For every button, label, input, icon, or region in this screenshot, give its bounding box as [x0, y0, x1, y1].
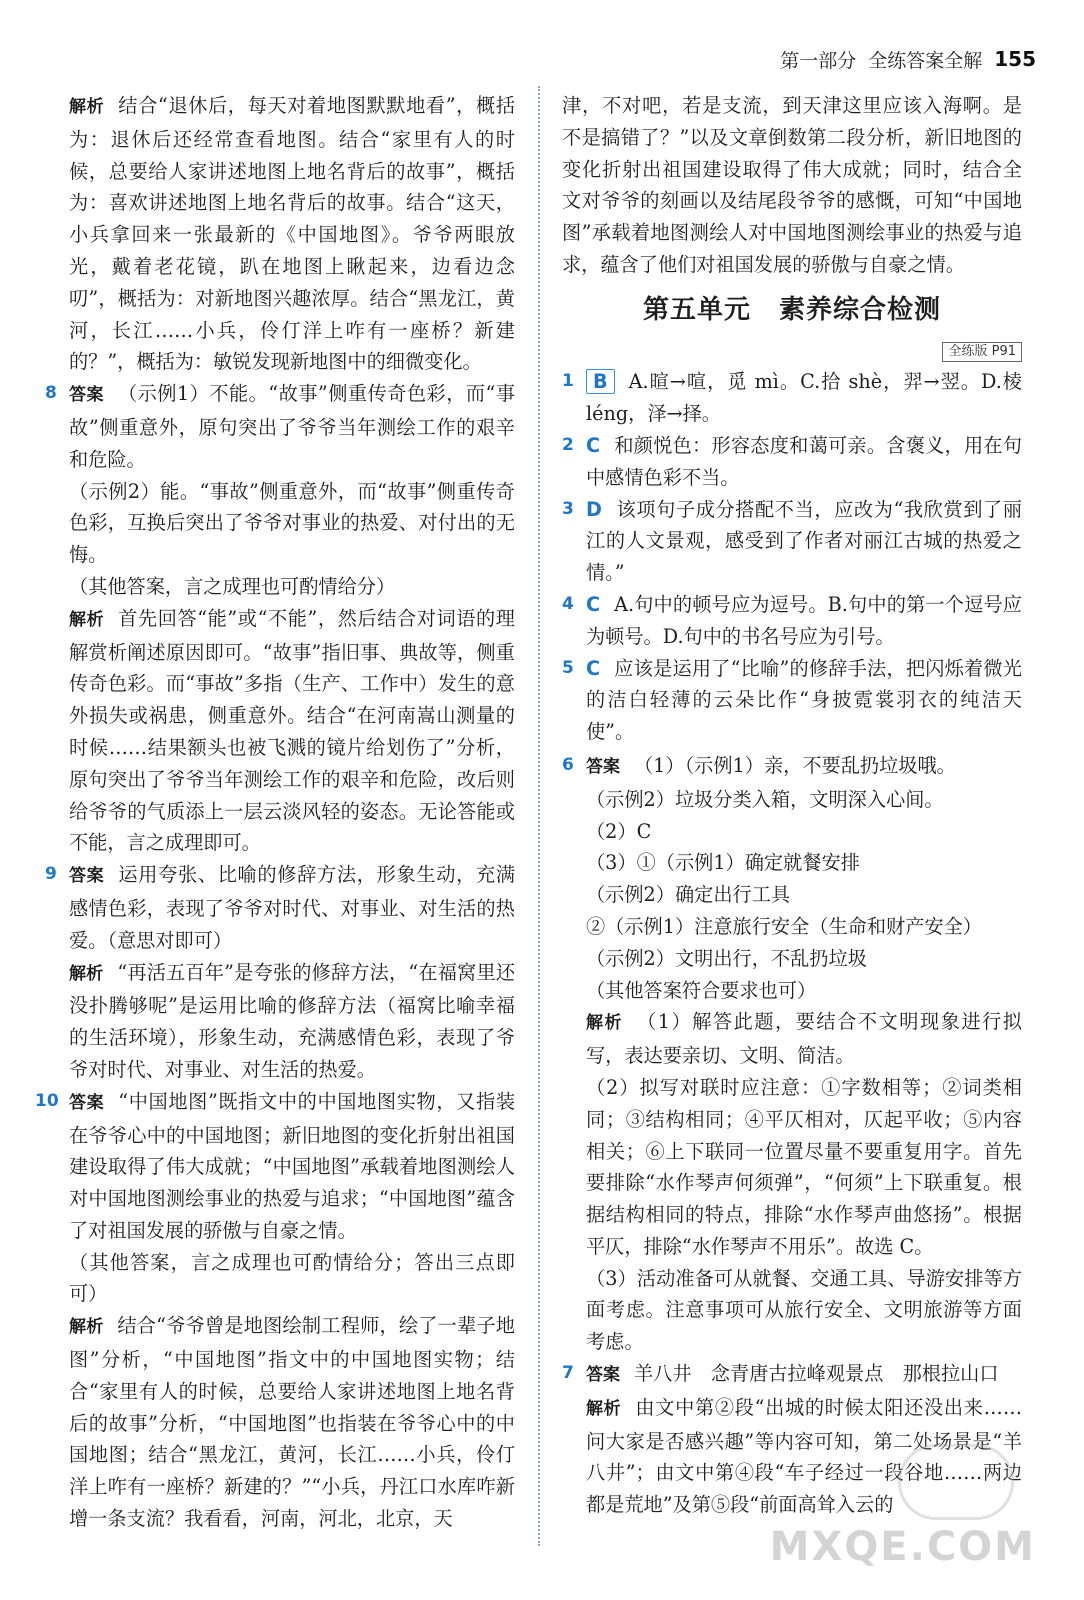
question-number: 3 — [562, 498, 574, 519]
answer-choice: C — [586, 656, 601, 680]
analysis-label: 解析 — [69, 97, 105, 117]
question-9 — [45, 859, 515, 1086]
analysis-label: 解析 — [586, 1013, 624, 1034]
analysis-text: “再活五百年”是夸张的修辞方法，“在福窝里还没扑腾够呢”是运用比喻的修辞方法（福窝比喻幸福的生活环境），形象生动，充满感情色彩，表现了爷爷对时代、对事业、对生活的热爱。 — [69, 960, 516, 1081]
analysis-text: 由文中第②段“出城的时候太阳还没出来……问大家是否感兴趣”等内容可知，第二处场景是“羊八井”；由文中第④段“车子经过一段谷地……两边都是荒地”及第⑤段“前面高耸入云的 — [586, 1395, 1023, 1517]
answer-text: 运用夸张、比喻的修辞方法，形象生动，充满感情色彩，表现了爷爷对时代、对事业、对生活的热爱。（意思对即可） — [69, 863, 516, 952]
analysis-text: （3）活动准备可从就餐、交通工具、导游安排等方面考虑。注意事项可从旅行安全、文明旅游等方面考虑。 — [586, 1266, 1022, 1354]
analysis-label: 解析 — [69, 1317, 104, 1338]
answer-label: 答案 — [69, 1092, 105, 1113]
analysis-text: A.句中的顿号应为逗号。B.句中的第一个逗号应为顿号。D.句中的书名号应为引号。 — [586, 592, 1022, 648]
question-2 — [562, 430, 1022, 494]
analysis-text: A.暄→喧，觅 mì。C.拾 shè，羿→翌。D.棱 léng，泽→择。 — [586, 370, 1022, 426]
answer-label: 答案 — [586, 756, 620, 777]
answer-line: （2）C — [586, 819, 652, 843]
answer-text: （1）（示例1）亲，不要乱扔垃圾哦。 — [634, 753, 956, 777]
answer-text: 羊八井 念青唐古拉峰观景点 那根拉山口 — [634, 1362, 999, 1386]
column-divider — [538, 86, 540, 1546]
question-number: 10 — [35, 1090, 59, 1111]
answer-label: 答案 — [69, 866, 105, 887]
analysis-text: （2）拟写对联时应注意：①字数相等；②词类相同；③结构相同；④平仄相对，仄起平收；⑤内容相关；⑥上下联同一位置尽量不要重复用字。首先要排除“水作琴声何须弹”，“何须”上下联重复。根据结构相同的特点，排除“水作琴声曲悠扬”。根据平仄，排除“水作琴声不用乐”。故选 C。 — [586, 1075, 1022, 1258]
answer-example-2: （示例2）能。“事故”侧重意外，而“故事”侧重传奇色彩，互换后突出了爷爷对事业的热爱、对付出的无悔。 — [69, 479, 515, 567]
answer-choice: C — [586, 592, 601, 616]
question-3 — [562, 494, 1022, 589]
question-1 — [562, 366, 1022, 430]
unit-name: 素养综合检测 — [779, 294, 942, 325]
answer-line: （3）①（示例1）确定就餐安排 — [586, 851, 860, 875]
answer-note: （其他答案，言之成理也可酌情给分） — [69, 574, 396, 598]
answer-line: （示例2）确定出行工具 — [586, 883, 791, 907]
left-column — [35, 90, 516, 1535]
page-number: 155 — [994, 47, 1036, 71]
analysis-text: 首先回答“能”或“不能”，然后结合对词语的理解赏析阐述原因即可。“故事”指旧事、典故等，侧重传奇色彩。而“事故”多指（生产、工作中）发生的意外损失或祸患，侧重意外。结合“在河南嵩山测量的时候……结果额头也被飞溅的镜片给划伤了”分析，原句突出了爷爷当年测绘工作的艰辛和危险，改后则给爷爷的气质添上一层云淡风轻的姿态。无论答能或不能，言之成理即可。 — [69, 606, 515, 855]
section-label: 第一部分 — [780, 49, 857, 72]
answer-choice: B — [586, 369, 615, 394]
unit-title — [562, 295, 1022, 327]
watermark-text: MXQE.COM — [769, 1524, 1036, 1570]
unit-number: 第五单元 — [642, 294, 751, 325]
analysis-label: 解析 — [586, 1398, 622, 1419]
question-10 — [35, 1086, 516, 1535]
question-number: 1 — [562, 371, 574, 392]
answer-label: 答案 — [69, 385, 104, 406]
analysis-text: 该项句子成分搭配不当，应改为“我欣赏到了丽江的人文景观，感受到了作者对丽江古城的热爱之情。” — [586, 497, 1022, 585]
analysis-text: 和颜悦色：形容态度和蔼可亲。含褒义，用在句中感情色彩不当。 — [586, 433, 1022, 489]
q10-analysis-continued: 津，不对吧，若是支流，到天津这里应该入海啊。是不是搞错了？”以及文章倒数第二段分析，新旧地图的变化折射出祖国建设取得了伟大成就；同时，结合全文对爷爷的刻画以及结尾段爷爷的感慨，可知“中国地图”承载着地图测绘人对中国地图测绘事业的热爱与追求，蕴含了他们对祖国发展的骄傲与自豪之情。 — [562, 94, 1022, 276]
answer-note: （其他答案，言之成理也可酌情给分；答出三点即可） — [69, 1250, 515, 1306]
analysis-text: 结合“退休后，每天对着地图默默地看”，概括为：退休后还经常查看地图。结合“家里有人的时候，总要给人家讲述地图上地名背后的故事”，概括为：喜欢讲述地图上地名背后的故事。结合“这天，小兵拿回来一张最新的《中国地图》。爷爷两眼放光，戴着老花镜，趴在地图上瞅起来，边看边念叨”，概括为：对新地图兴趣浓厚。结合“黑龙江，黄河，长江……小兵，伶仃洋上咋有一座桥？新建的？”，概括为：敏锐发现新地图中的细微变化。 — [69, 94, 516, 374]
analysis-text: 结合“爷爷曾是地图绘制工程师，绘了一辈子地图”分析，“中国地图”指文中的中国地图实物；结合“家里有人的时候，总要给人家讲述地图上地名背后的故事”分析，“中国地图”也指装在爷爷心中的中国地图；结合“黑龙江，黄河，长江……小兵，伶仃洋上咋有一座桥？新建的？”“小兵，丹江口水库咋新增一条支流？我看看，河南，河北，北京，天 — [69, 1314, 515, 1531]
answer-text: （示例1）不能。“故事”侧重传奇色彩，而“事故”侧重意外，原句突出了爷爷当年测绘工作的艰辛和危险。 — [69, 382, 516, 471]
question-number: 9 — [45, 864, 57, 885]
analysis-label: 解析 — [69, 609, 105, 630]
question-number: 8 — [45, 383, 57, 404]
question-number: 5 — [562, 657, 574, 678]
answer-line: （示例2）垃圾分类入箱，文明深入心间。 — [586, 787, 944, 811]
analysis-text: 应该是运用了“比喻”的修辞手法，把闪烁着微光的洁白轻薄的云朵比作“身披霓裳羽衣的纯洁天使”。 — [586, 656, 1022, 744]
answer-note: （其他答案符合要求也可） — [586, 978, 817, 1002]
book-label: 全练答案全解 — [868, 49, 983, 72]
question-number: 7 — [562, 1363, 574, 1384]
answer-line: （示例2）文明出行，不乱扔垃圾 — [586, 946, 867, 970]
answer-line: ②（示例1）注意旅行安全（生命和财产安全） — [586, 914, 982, 938]
q7-analysis-continued — [45, 90, 515, 378]
answer-label: 答案 — [586, 1365, 620, 1386]
question-4 — [562, 589, 1022, 653]
analysis-text: （1）解答此题，要结合不文明现象进行拟写，表达要亲切、文明、简洁。 — [586, 1010, 1022, 1068]
answer-text: “中国地图”既指文中的中国地图实物，又指装在爷爷心中的中国地图；新旧地图的变化折射出祖国建设取得了伟大成就；“中国地图”承载着地图测绘人对中国地图测绘事业的热爱与追求；“中国地图”蕴含了对祖国发展的骄傲与自豪之情。 — [69, 1089, 516, 1242]
analysis-label: 解析 — [69, 963, 104, 984]
question-8 — [45, 378, 515, 859]
question-6 — [562, 750, 1022, 1358]
right-column — [562, 90, 1022, 1521]
question-number: 2 — [562, 434, 574, 455]
question-number: 6 — [562, 754, 574, 775]
page-header — [780, 44, 1036, 74]
answer-choice: D — [586, 497, 602, 521]
reference-tag: 全练版 P91 — [942, 342, 1022, 362]
question-5 — [562, 653, 1022, 748]
question-number: 4 — [562, 593, 574, 614]
answer-choice: C — [586, 433, 601, 457]
watermark-seal — [898, 1444, 1014, 1520]
